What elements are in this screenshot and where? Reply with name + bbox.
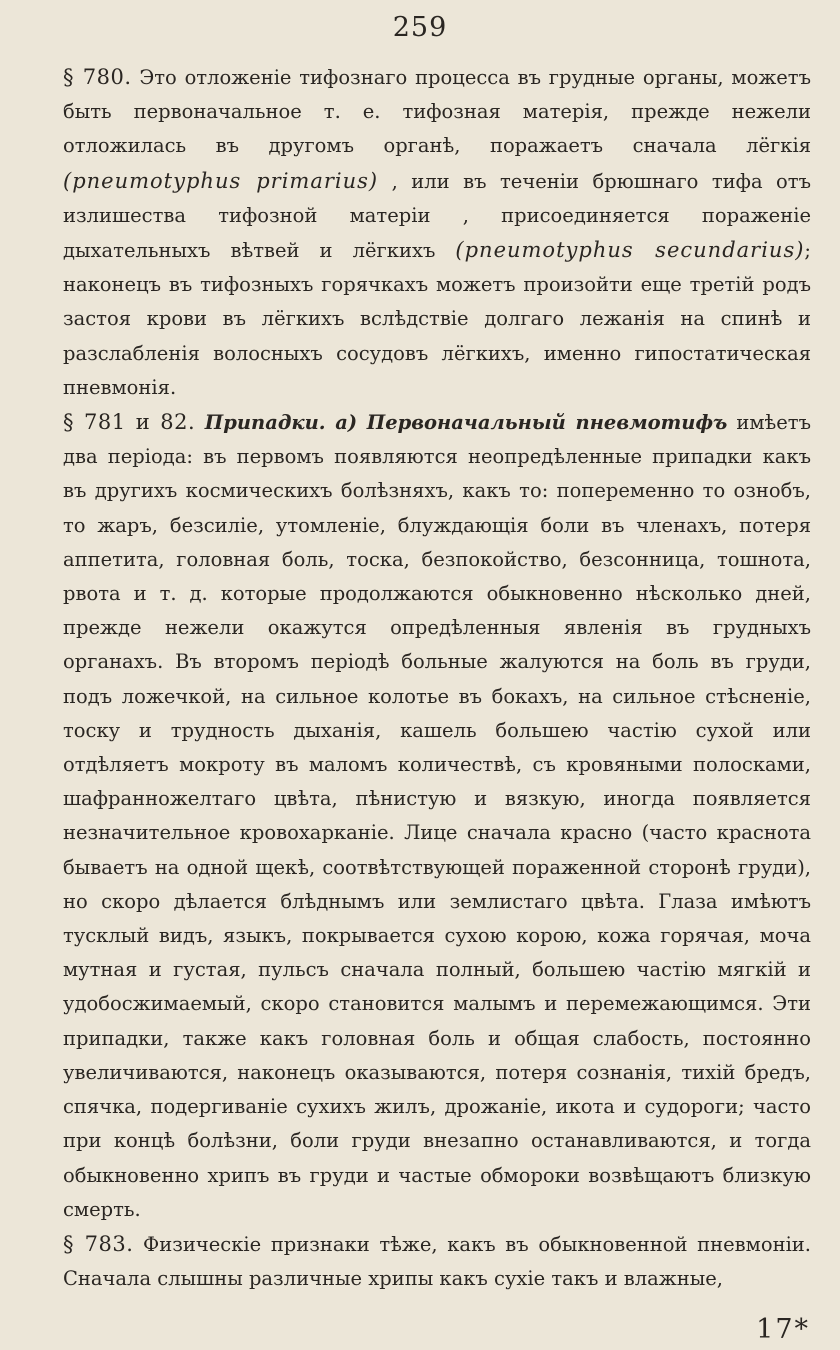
section-number: § 783. (63, 1231, 134, 1256)
text-run: Физическiе признаки тѣже, какъ въ обыкновенной пневмонiи. Сначала слышны различные хрипы какъ сухiе такъ и влажные, (63, 1232, 811, 1291)
latin-term: (pneumotyphus primarius) (63, 168, 379, 193)
paragraph-780 (63, 60, 811, 405)
body-text (63, 60, 811, 1296)
text-run: , или въ теченiи брюшнаго тифа отъ излишества тифозной матерiи , присоединяется пораженiе дыхательныхъ вѣтвей и лёгкихъ (63, 169, 811, 263)
section-number: § 780. (63, 65, 132, 89)
paragraph-783 (63, 1227, 811, 1296)
text-run: имѣетъ два перiода: въ первомъ появляются неопредѣленные припадки какъ въ другихъ космическихъ болѣзняхъ, какъ то: попеременно то ознобъ, то жаръ, безсилiе, утомленiе, блуждающiя боли въ членахъ, потеря аппетита, головная боль, тоска, безпокойство, безсонница, тошнота, рвота и т. д. которые продолжаются обыкновенно нѣсколько дней, прежде нежели окажутся опредѣленныя явленiя въ грудныхъ органахъ. Въ второмъ перiодѣ больные жалуются на боль въ груди, подъ ложечкой, на сильное колотье въ бокахъ, на сильное стѣсненiе, тоску и трудность дыханiя, кашель большею частiю сухой или отдѣляетъ мокроту въ маломъ количествѣ, съ кровяными полосками, шафранножелтаго цвѣта, пѣнистую и вязкую, иногда появляется незначительное кровохарканiе. Лице сначала красно (часто краснота бываетъ на одной щекѣ, соотвѣтствующей пораженной сторонѣ груди), но скоро дѣлается блѣднымъ или землистаго цвѣта. Глаза имѣютъ тусклый видъ, языкъ, покрывается сухою корою, кожа горячая, моча мутная и густая, пульсъ сначала полный, большею частiю мягкiй и удобосжимаемый, скоро становится малымъ и перемежающимся. Эти припадки, также какъ головная боль и общая слабость, постоянно увеличиваются, наконецъ оказываются, потеря сознанiя, тихiй бредъ, спячка, подергиванiе сухихъ жилъ, дрожанiе, икота и судороги; часто при концѣ болѣзни, боли груди внезапно останавливаются, и тогда обыкновенно хрипъ въ груди и частые обмороки возвѣщаютъ близкую смерть. (63, 411, 811, 1221)
page-number: 259 (392, 12, 448, 43)
latin-term: (pneumotyphus secundarius) (455, 238, 805, 263)
paragraph-781-82 (63, 405, 811, 1227)
section-number: § 781 и 82. (63, 410, 196, 435)
text-run: Это отложенiе тифознаго процесса въ грудные органы, можетъ быть первоначальное т. е. тифозная матерiя, прежде нежели отложилась въ другомъ органѣ, поражаетъ сначала лёгкiя (63, 66, 811, 158)
printer-signature-mark: 17* (756, 1314, 810, 1345)
text-run: ; наконецъ въ тифозныхъ горячкахъ можетъ произойти еще третiй родъ застоя крови въ лёгкихъ вслѣдствiе долгаго лежанiя на спинѣ и разслабленiя волосныхъ сосудовъ лёгкихъ, именно гипостатическая пневмонiя. (63, 239, 811, 399)
section-heading: Припадки. а) Первоначальный пневмотифъ (195, 411, 728, 435)
